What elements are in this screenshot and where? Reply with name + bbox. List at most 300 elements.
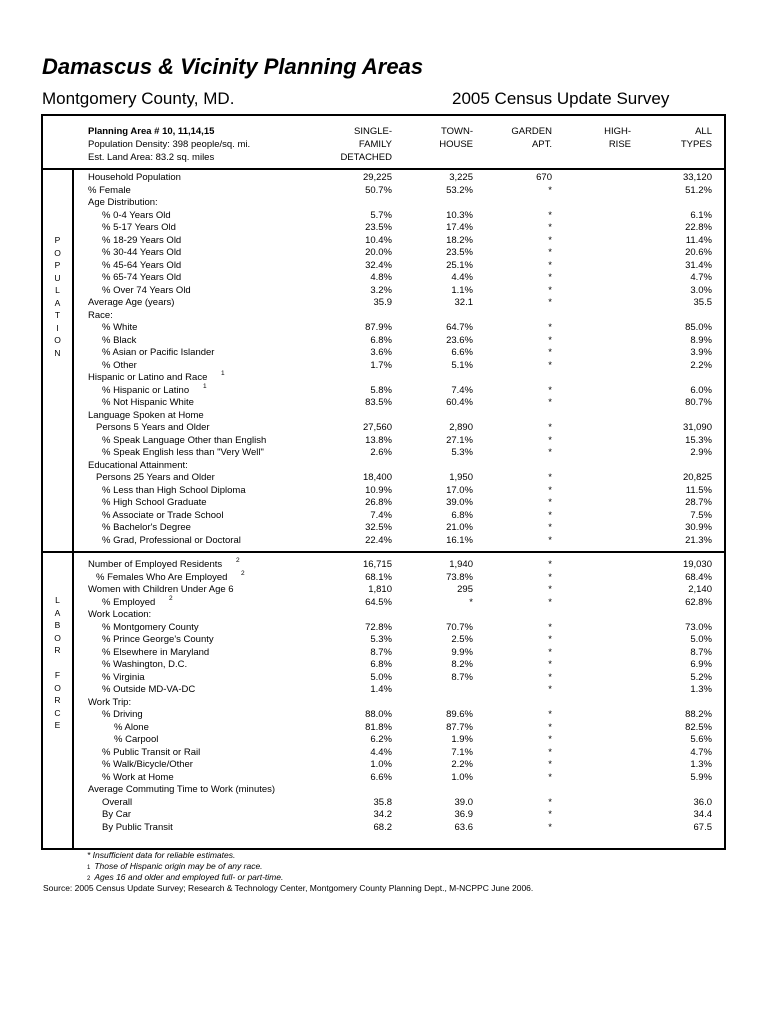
cell-value: 670	[536, 172, 552, 183]
footnote-mark: 1	[87, 865, 91, 871]
cell-value: 1,810	[368, 584, 392, 595]
planning-area-header	[88, 125, 250, 164]
population-row	[43, 235, 724, 248]
cell-value: 1.3%	[690, 684, 712, 695]
population-row	[43, 322, 724, 335]
cell-value: 73.8%	[446, 571, 473, 583]
row-label: % Female	[88, 184, 131, 196]
row-label: Persons 25 Years and Older	[96, 472, 215, 483]
column-header-line: SINGLE-	[353, 126, 392, 137]
row-label: % Driving	[102, 709, 143, 720]
cell-value: 51.2%	[685, 184, 712, 196]
population-row	[43, 447, 724, 460]
footnote-marker: 2	[236, 557, 240, 564]
cell-value: 17.0%	[446, 484, 473, 496]
column-header-line: HIGH-	[604, 126, 631, 137]
population-row	[43, 397, 724, 410]
population-row	[43, 297, 724, 310]
cell-value: *	[548, 596, 552, 608]
row-label: Hispanic or Latino and Race	[88, 372, 208, 383]
row-label: % Washington, D.C.	[102, 659, 188, 670]
cell-value: 6.6%	[451, 347, 473, 358]
cell-value: *	[548, 484, 552, 496]
population-row	[43, 382, 724, 398]
cell-value: 20,825	[682, 472, 712, 483]
cell-value: *	[548, 646, 552, 658]
cell-value: 5.0%	[690, 634, 712, 645]
population-row	[43, 185, 724, 198]
cell-value: *	[548, 322, 552, 333]
cell-value: 5.9%	[690, 771, 712, 783]
cell-value: 35.8	[373, 796, 392, 808]
row-label: % Montgomery County	[102, 621, 199, 633]
cell-value: 5.7%	[370, 209, 392, 221]
row-label: % Grad, Professional or Doctoral	[102, 534, 241, 546]
population-section-letter: L	[55, 285, 60, 295]
column-header-line: GARDEN	[511, 126, 552, 137]
cell-value: *	[548, 684, 552, 695]
cell-value: 83.5%	[365, 397, 392, 408]
cell-value: 7.4%	[370, 509, 392, 521]
column-header-line: DETACHED	[340, 152, 392, 163]
population-section-letter: P	[54, 260, 61, 270]
cell-value: *	[548, 584, 552, 595]
labor-section-letter: O	[54, 632, 61, 643]
cell-value: *	[548, 571, 552, 583]
cell-value: 295	[457, 584, 473, 595]
cell-value: 4.7%	[690, 272, 712, 283]
cell-value: *	[548, 422, 552, 433]
cell-value: 82.5%	[685, 721, 712, 733]
cell-value: 2.5%	[451, 634, 473, 645]
labor-row	[43, 559, 724, 572]
cell-value: 1.4%	[370, 684, 392, 695]
population-density: Population Density: 398 people/sq. mi.	[88, 139, 251, 150]
row-label: % Public Transit or Rail	[102, 746, 201, 758]
labor-row	[43, 622, 724, 635]
population-row	[43, 535, 724, 548]
cell-value: 20.6%	[685, 247, 712, 258]
labor-row	[43, 569, 724, 585]
row-label: % Over 74 Years Old	[102, 284, 191, 296]
cell-value: 36.0	[693, 796, 712, 808]
labor-row	[43, 722, 724, 735]
labor-row	[43, 697, 724, 710]
cell-value: *	[548, 621, 552, 633]
footnote-text: Those of Hispanic origin may be of any race.	[94, 861, 263, 871]
cell-value: 6.2%	[370, 734, 392, 745]
cell-value: 3,225	[449, 172, 473, 183]
population-row	[43, 472, 724, 485]
cell-value: 6.0%	[690, 384, 712, 396]
column-header	[492, 125, 552, 151]
population-row	[43, 272, 724, 285]
cell-value: 7.1%	[451, 746, 473, 758]
row-label: % Work at Home	[102, 771, 174, 783]
cell-value: 21.3%	[685, 534, 712, 546]
cell-value: 4.4%	[451, 272, 473, 283]
population-row	[43, 460, 724, 473]
cell-value: 8.2%	[451, 659, 473, 670]
row-label: % 0-4 Years Old	[102, 209, 171, 221]
cell-value: 5.2%	[690, 671, 712, 683]
cell-value: 9.9%	[451, 646, 473, 658]
cell-value: 32.4%	[365, 259, 392, 271]
cell-value: 1.0%	[451, 771, 473, 783]
footnote-text: Ages 16 and older and employed full- or part-time.	[94, 872, 284, 882]
labor-section-letter: O	[54, 682, 61, 693]
cell-value: 72.8%	[365, 621, 392, 633]
row-label: % Speak Language Other than English	[102, 434, 267, 446]
row-label: Work Trip:	[88, 696, 132, 708]
row-label: % Less than High School Diploma	[102, 484, 246, 496]
cell-value: 2.6%	[370, 447, 392, 458]
cell-value: 36.9	[454, 809, 473, 820]
cell-value: 16.1%	[446, 534, 473, 546]
cell-value: 5.1%	[451, 359, 473, 371]
cell-value: *	[548, 709, 552, 720]
cell-value: 4.8%	[370, 272, 392, 283]
population-row	[43, 260, 724, 273]
cell-value: 31.4%	[685, 259, 712, 271]
row-label: % Carpool	[114, 734, 159, 745]
cell-value: 30.9%	[685, 522, 712, 533]
row-label: % 30-44 Years Old	[102, 247, 182, 258]
cell-value: *	[548, 184, 552, 196]
cell-value: 5.0%	[370, 671, 392, 683]
cell-value: 3.0%	[690, 284, 712, 296]
cell-value: 6.9%	[690, 659, 712, 670]
labor-row	[43, 684, 724, 697]
cell-value: 34.2	[373, 809, 392, 820]
cell-value: *	[548, 247, 552, 258]
labor-row	[43, 584, 724, 597]
cell-value: 2.2%	[451, 759, 473, 770]
labor-section-letter: B	[54, 620, 61, 630]
cell-value: *	[548, 447, 552, 458]
population-row	[43, 360, 724, 373]
row-label: % Black	[102, 334, 137, 346]
cell-value: 1.3%	[690, 759, 712, 770]
cell-value: 62.8%	[685, 596, 712, 608]
cell-value: 3.6%	[370, 347, 392, 358]
cell-value: 39.0%	[446, 497, 473, 508]
row-label: % White	[102, 322, 138, 333]
page-title: Damascus & Vicinity Planning Areas	[42, 54, 424, 79]
population-section-letter: A	[54, 297, 61, 308]
row-label: Race:	[88, 309, 113, 321]
cell-value: *	[548, 397, 552, 408]
cell-value: 29,225	[362, 172, 392, 183]
cell-value: 53.2%	[446, 184, 473, 196]
row-label: % Prince George's County	[102, 634, 214, 645]
labor-section-letter: E	[54, 720, 61, 730]
population-row	[43, 435, 724, 448]
row-label: Household Population	[88, 172, 181, 183]
cell-value: 8.7%	[370, 646, 392, 658]
labor-section-letter: C	[54, 707, 61, 718]
cell-value: 88.0%	[365, 709, 392, 720]
row-label: % Outside MD-VA-DC	[102, 684, 196, 695]
row-label: Average Commuting Time to Work (minutes)	[88, 784, 276, 795]
cell-value: *	[548, 821, 552, 833]
cell-value: 85.0%	[685, 322, 712, 333]
population-row	[43, 310, 724, 323]
row-label: Persons 5 Years and Older	[96, 422, 210, 433]
cell-value: *	[548, 234, 552, 246]
cell-value: 1,950	[449, 472, 473, 483]
column-header	[413, 125, 473, 151]
cell-value: 10.4%	[365, 234, 392, 246]
row-label: % Hispanic or Latino	[102, 384, 190, 396]
cell-value: *	[548, 534, 552, 546]
labor-section-letter: F	[54, 670, 61, 680]
column-header-line: TOWN-	[440, 126, 473, 137]
footnote-marker: 1	[221, 370, 225, 377]
column-header-line: HOUSE	[439, 139, 473, 150]
cell-value: *	[548, 559, 552, 570]
cell-value: 2,890	[449, 422, 473, 433]
population-row	[43, 422, 724, 435]
cell-value: 8.9%	[690, 334, 712, 346]
population-row	[43, 172, 724, 185]
cell-value: 27,560	[362, 422, 392, 433]
cell-value: 23.5%	[365, 222, 392, 233]
row-label: % High School Graduate	[102, 497, 207, 508]
labor-row	[43, 594, 724, 610]
population-row	[43, 372, 724, 385]
cell-value: *	[548, 771, 552, 783]
row-label: % Females Who Are Employed	[96, 571, 228, 583]
footnote-mark: 2	[87, 876, 91, 882]
cell-value: *	[548, 671, 552, 683]
row-label: By Public Transit	[102, 821, 173, 833]
cell-value: 1.9%	[451, 734, 473, 745]
row-label: % Elsewhere in Maryland	[102, 646, 210, 658]
population-row	[43, 347, 724, 360]
cell-value: 4.7%	[690, 746, 712, 758]
cell-value: 5.8%	[370, 384, 392, 396]
cell-value: 15.3%	[685, 434, 712, 446]
cell-value: *	[548, 734, 552, 745]
cell-value: 50.7%	[365, 184, 392, 196]
population-section-letter: U	[54, 272, 61, 283]
row-label: Work Location:	[88, 609, 152, 620]
cell-value: *	[469, 596, 473, 608]
row-label: % Other	[102, 359, 137, 371]
cell-value: *	[548, 634, 552, 645]
cell-value: 87.9%	[365, 322, 392, 333]
cell-value: 17.4%	[446, 222, 473, 233]
section-divider	[43, 551, 724, 553]
labor-row	[43, 709, 724, 722]
cell-value: 2.2%	[690, 359, 712, 371]
cell-value: *	[548, 272, 552, 283]
cell-value: 27.1%	[446, 434, 473, 446]
cell-value: 35.5	[693, 297, 712, 308]
row-label: Educational Attainment:	[88, 459, 188, 471]
column-header	[571, 125, 631, 151]
labor-row	[43, 809, 724, 822]
cell-value: 73.0%	[685, 621, 712, 633]
population-section-letter: N	[54, 347, 61, 358]
cell-value: 3.9%	[690, 347, 712, 358]
cell-value: 21.0%	[446, 522, 473, 533]
population-row	[43, 485, 724, 498]
labor-row	[43, 659, 724, 672]
cell-value: 11.4%	[685, 234, 712, 246]
cell-value: 6.6%	[370, 771, 392, 783]
row-label: % Walk/Bicycle/Other	[102, 759, 193, 770]
cell-value: *	[548, 746, 552, 758]
footnote-hispanic	[87, 861, 263, 871]
cell-value: 64.5%	[365, 596, 392, 608]
footnote-insufficient	[87, 850, 235, 860]
population-section-letter: O	[54, 335, 61, 345]
cell-value: *	[548, 359, 552, 371]
cell-value: 7.4%	[451, 384, 473, 396]
cell-value: 67.5	[693, 821, 712, 833]
cell-value: 34.4	[693, 809, 712, 820]
cell-value: 20.0%	[365, 247, 392, 258]
cell-value: 16,715	[362, 559, 392, 570]
cell-value: 63.6	[454, 821, 473, 833]
cell-value: 35.9	[373, 297, 392, 308]
cell-value: 68.2	[373, 821, 392, 833]
cell-value: 5.6%	[690, 734, 712, 745]
row-label: % Not Hispanic White	[102, 397, 194, 408]
cell-value: *	[548, 209, 552, 221]
cell-value: 3.2%	[370, 284, 392, 296]
population-row	[43, 335, 724, 348]
population-section-letter: P	[54, 235, 61, 245]
row-label: % Asian or Pacific Islander	[102, 347, 215, 358]
cell-value: 6.8%	[370, 659, 392, 670]
cell-value: *	[548, 497, 552, 508]
cell-value: 80.7%	[685, 397, 712, 408]
cell-value: 32.5%	[365, 522, 392, 533]
column-header	[332, 125, 392, 164]
labor-section-letter: A	[54, 607, 61, 618]
source-note: Source: 2005 Census Update Survey; Research & Technology Center, Montgomery County Planning Dept., M-NCPPC June 2006.	[43, 883, 534, 893]
labor-row	[43, 672, 724, 685]
footnote-employed	[87, 872, 283, 882]
row-label: % 18-29 Years Old	[102, 234, 182, 246]
cell-value: *	[548, 522, 552, 533]
cell-value: 60.4%	[446, 397, 473, 408]
cell-value: *	[548, 297, 552, 308]
cell-value: 2,140	[688, 584, 712, 595]
labor-section-letter: R	[54, 695, 61, 705]
labor-row	[43, 797, 724, 810]
cell-value: 7.5%	[690, 509, 712, 521]
population-row	[43, 197, 724, 210]
labor-row	[43, 784, 724, 797]
cell-value: 33,120	[682, 172, 712, 183]
cell-value: 13.8%	[365, 434, 392, 446]
survey-subtitle: 2005 Census Update Survey	[452, 89, 670, 108]
cell-value: 5.3%	[451, 447, 473, 458]
row-label: Women with Children Under Age 6	[88, 584, 234, 595]
cell-value: *	[548, 434, 552, 446]
cell-value: *	[548, 659, 552, 670]
row-label: % Employed	[102, 596, 156, 608]
footnote-marker: 2	[241, 569, 245, 577]
planning-area-name: Planning Area # 10, 11,14,15	[88, 126, 215, 137]
row-label: % Alone	[114, 721, 149, 733]
population-section-letter: O	[54, 247, 61, 258]
cell-value: 25.1%	[446, 259, 473, 271]
cell-value: 22.4%	[365, 534, 392, 546]
population-row	[43, 410, 724, 423]
row-label: Number of Employed Residents	[88, 559, 223, 570]
cell-value: 68.4%	[685, 571, 712, 583]
cell-value: 23.6%	[446, 334, 473, 346]
labor-row	[43, 734, 724, 747]
cell-value: 1.1%	[451, 284, 473, 296]
cell-value: *	[548, 347, 552, 358]
row-label: % Associate or Trade School	[102, 509, 224, 521]
population-section-letter: T	[54, 310, 61, 320]
cell-value: 2.9%	[690, 447, 712, 458]
population-row	[43, 510, 724, 523]
cell-value: *	[548, 796, 552, 808]
cell-value: 6.8%	[370, 334, 392, 346]
cell-value: 1.0%	[370, 759, 392, 770]
cell-value: 22.8%	[685, 222, 712, 233]
cell-value: 8.7%	[451, 671, 473, 683]
column-header-line: RISE	[608, 139, 631, 150]
cell-value: 11.5%	[685, 484, 712, 496]
cell-value: *	[548, 759, 552, 770]
labor-row	[43, 772, 724, 785]
column-header-line: TYPES	[680, 139, 712, 150]
labor-row	[43, 634, 724, 647]
cell-value: *	[548, 809, 552, 820]
cell-value: 6.1%	[690, 209, 712, 221]
row-label: % 45-64 Years Old	[102, 259, 182, 271]
footnote-marker: 1	[203, 382, 207, 390]
data-table	[41, 114, 726, 850]
cell-value: 87.7%	[446, 721, 473, 733]
population-row	[43, 222, 724, 235]
labor-section-letter: R	[54, 645, 61, 655]
row-label: % 65-74 Years Old	[102, 272, 182, 283]
footnote-marker: 2	[169, 594, 173, 602]
cell-value: *	[548, 284, 552, 296]
cell-value: 18,400	[362, 472, 392, 483]
cell-value: *	[548, 472, 552, 483]
cell-value: 88.2%	[685, 709, 712, 720]
cell-value: 26.8%	[365, 497, 392, 508]
row-label: % Speak English less than "Very Well"	[102, 447, 264, 458]
labor-section-letter: L	[55, 595, 60, 605]
land-area: Est. Land Area: 83.2 sq. miles	[88, 152, 215, 163]
cell-value: 10.9%	[365, 484, 392, 496]
row-label: By Car	[102, 809, 132, 820]
cell-value: 1,940	[449, 559, 473, 570]
cell-value: *	[548, 334, 552, 346]
cell-value: 19,030	[682, 559, 712, 570]
row-label: % Virginia	[102, 671, 145, 683]
labor-row	[43, 747, 724, 760]
row-label: Language Spoken at Home	[88, 409, 204, 421]
cell-value: 5.3%	[370, 634, 392, 645]
cell-value: 10.3%	[446, 209, 473, 221]
cell-value: 28.7%	[685, 497, 712, 508]
cell-value: *	[548, 509, 552, 521]
population-row	[43, 285, 724, 298]
